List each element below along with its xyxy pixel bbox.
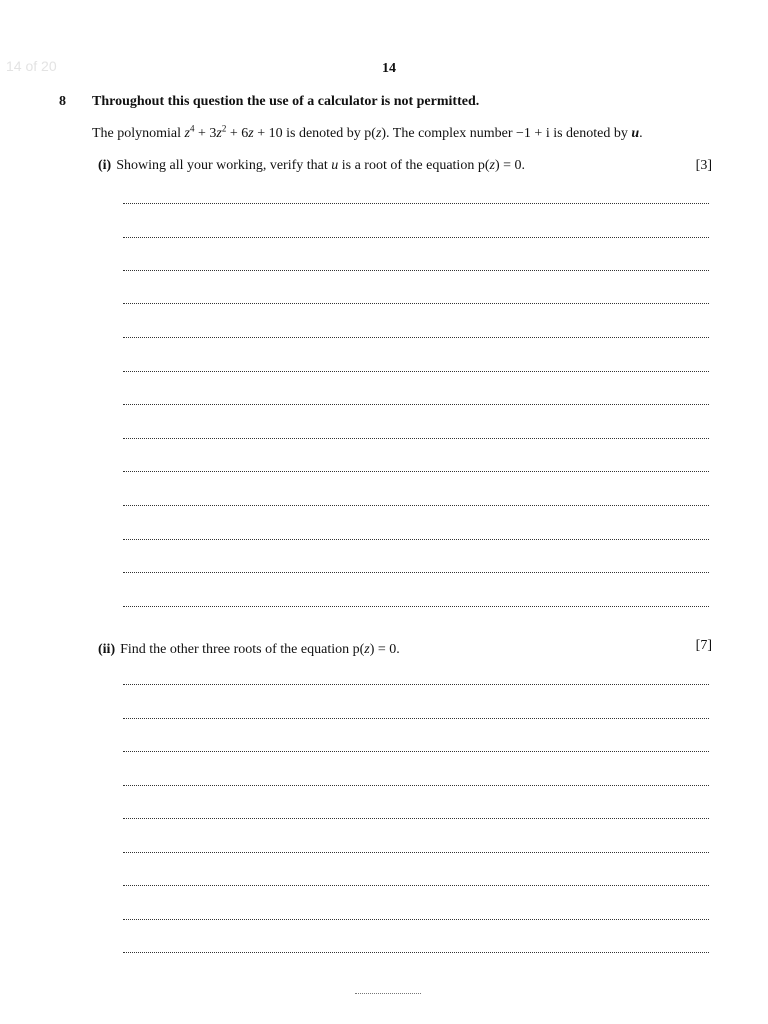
var-u: u — [631, 126, 640, 141]
answer-line[interactable] — [123, 952, 709, 953]
var-z: z — [375, 126, 382, 141]
footer-mark — [355, 993, 421, 994]
answer-line[interactable] — [123, 337, 709, 338]
answer-line[interactable] — [123, 539, 709, 540]
var-z: z — [364, 642, 370, 657]
question-instruction: Throughout this question the use of a calculator is not permitted. — [92, 94, 480, 109]
part-ii — [98, 638, 712, 658]
var-z: z — [184, 126, 190, 141]
answer-line[interactable] — [123, 684, 709, 685]
answer-line[interactable] — [123, 203, 709, 204]
answer-line[interactable] — [123, 572, 709, 573]
intro-text: . — [639, 126, 643, 141]
answer-line[interactable] — [123, 818, 709, 819]
answer-line[interactable] — [123, 919, 709, 920]
answer-line[interactable] — [123, 438, 709, 439]
answer-line[interactable] — [123, 371, 709, 372]
exponent: 2 — [221, 123, 227, 134]
answer-line[interactable] — [123, 606, 709, 607]
answer-line[interactable] — [123, 404, 709, 405]
part-i-text: Showing all your working, verify that — [116, 158, 332, 173]
answer-line[interactable] — [123, 237, 709, 238]
part-ii-label: (ii) — [98, 642, 116, 657]
part-ii-text: Find the other three roots of the equation p( — [120, 642, 365, 657]
answer-line[interactable] — [123, 785, 709, 786]
question-number: 8 — [59, 94, 66, 109]
exponent: 4 — [190, 123, 195, 134]
answer-line[interactable] — [123, 852, 709, 853]
answer-line[interactable] — [123, 270, 709, 271]
intro-text: + 6 — [226, 126, 249, 141]
intro-text: ). The complex number −1 + i is denoted by — [381, 126, 632, 141]
part-i — [98, 158, 712, 174]
answer-line[interactable] — [123, 303, 709, 304]
answer-line[interactable] — [123, 471, 709, 472]
var-z: z — [216, 126, 222, 141]
part-i-text: ) = 0. — [494, 158, 526, 173]
answer-line[interactable] — [123, 505, 709, 506]
var-z: z — [489, 158, 495, 173]
part-ii-text: ) = 0. — [369, 642, 400, 657]
part-i-label: (i) — [98, 158, 112, 173]
answer-line[interactable] — [123, 885, 709, 886]
var-z: z — [248, 126, 254, 141]
part-ii-marks: [7] — [695, 638, 712, 653]
intro-text: The polynomial — [92, 126, 185, 141]
page-counter: 14 of 20 — [6, 58, 57, 74]
intro-text: + 10 is denoted by p( — [253, 126, 376, 141]
page-number: 14 — [382, 61, 396, 76]
answer-line[interactable] — [123, 751, 709, 752]
intro-text: + 3 — [194, 126, 217, 141]
var-u: u — [331, 158, 339, 173]
part-i-marks: [3] — [695, 158, 712, 173]
question-intro — [92, 123, 643, 142]
part-i-text: is a root of the equation p( — [338, 158, 490, 173]
answer-line[interactable] — [123, 718, 709, 719]
